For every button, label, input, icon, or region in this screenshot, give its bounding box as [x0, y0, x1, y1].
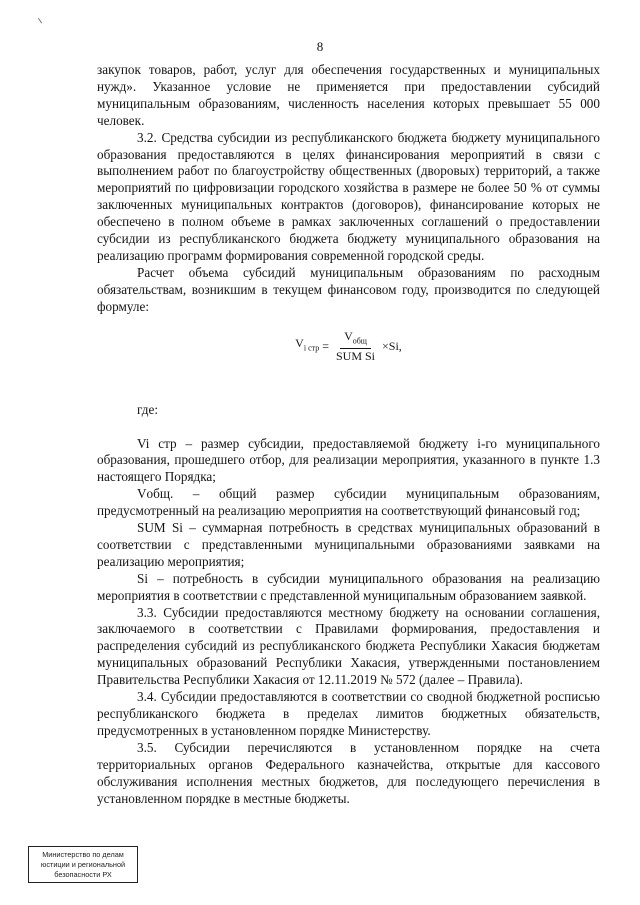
formula-denominator: SUM Si — [336, 349, 376, 364]
page-number: 8 — [316, 39, 324, 54]
stamp-line: безопасности РХ — [54, 870, 112, 879]
formula-numerator: $V_{общ}$ — [340, 329, 371, 349]
formula-lhs: $V_{i стр}$ — [295, 336, 320, 353]
paragraph-continuation: закупок товаров, работ, услуг для обеспечения государственных и муниципальных нужд». Указанное условие не применяется при предоставлении субсидий муниципальным образованиям, численность населения которых превышает 55 000 человек. — [97, 62, 600, 128]
corner-scan-mark — [38, 15, 47, 24]
stamp-line: Министерство по делам — [42, 850, 124, 859]
paragraph-3-2: 3.2. Средства субсидии из республиканского бюджета бюджету муниципального образования предоставляются в целях финансирования мероприятий в связи с выполнением работ по благоустройству общественных (дворовых) территорий, а также мероприятий по цифровизации городского хозяйства в размере не более 50 % от суммы заключенных муниципальных контрактов (договоров), финансирование которых не обеспечено в полном объеме в рамках заключенных соглашений о предоставлении субсидии из республиканского бюджета бюджету муниципального образования на реализацию программ формирования современной городской среды. — [97, 129, 600, 263]
definition-v-obsh: Vобщ. – общий размер субсидии муниципальным образованиям, предусмотренный на реализацию мероприятия на соответствующий финансовый год; — [97, 486, 600, 519]
where-label: где: — [137, 401, 158, 417]
document-body — [97, 62, 600, 807]
stamp-line: юстиции и региональной — [40, 860, 126, 869]
definition-si: Si – потребность в субсидии муниципального образования на реализацию мероприятия в соответствии с представленной муниципальным образованием заявкой. — [97, 570, 600, 603]
formula-equals: = — [322, 339, 329, 354]
paragraph-3-4: 3.4. Субсидии предоставляются в соответствии со сводной бюджетной росписью республиканского бюджета в пределах лимитов бюджетных обязательств, предусмотренных в установленном порядке Министерству. — [97, 689, 600, 738]
formula-rhs: ×Si, — [382, 339, 402, 354]
subsidy-formula — [97, 326, 600, 368]
formula-fraction — [332, 329, 379, 364]
definition-vi-str: Vi стр – размер субсидии, предоставляемой бюджету i-го муниципального образования, прошедшего отбор, для реализации мероприятия, указанного в пункте 1.3 настоящего Порядка; — [97, 435, 600, 485]
ministry-stamp — [28, 846, 138, 883]
paragraph-3-5: 3.5. Субсидии перечисляются в установленном порядке на счета территориальных органов Федерального казначейства, открытые для кассового обслуживания исполнения местных бюджетов, для последующего перечисления в установленном порядке в местные бюджеты. — [97, 739, 600, 806]
paragraph-calculation: Расчет объема субсидий муниципальным образованиям по расходным обязательствам, возникшим в текущем финансовом году, производится по следующей формуле: — [97, 264, 600, 314]
definition-sum-si: SUM Si – суммарная потребность в средствах муниципальных образований в соответствии с представленными муниципальными образованиями заявками на реализацию мероприятия; — [97, 520, 600, 569]
paragraph-3-3: 3.3. Субсидии предоставляются местному бюджету на основании соглашения, заключаемого в соответствии с Правилами формирования, предоставления и распределения субсидий из республиканского бюджета Республики Хакасия бюджетам муниципальных образований Республики Хакасия, утвержденными постановлением Правительства Республики Хакасия от 12.11.2019 № 572 (далее – Правила). — [97, 604, 600, 688]
